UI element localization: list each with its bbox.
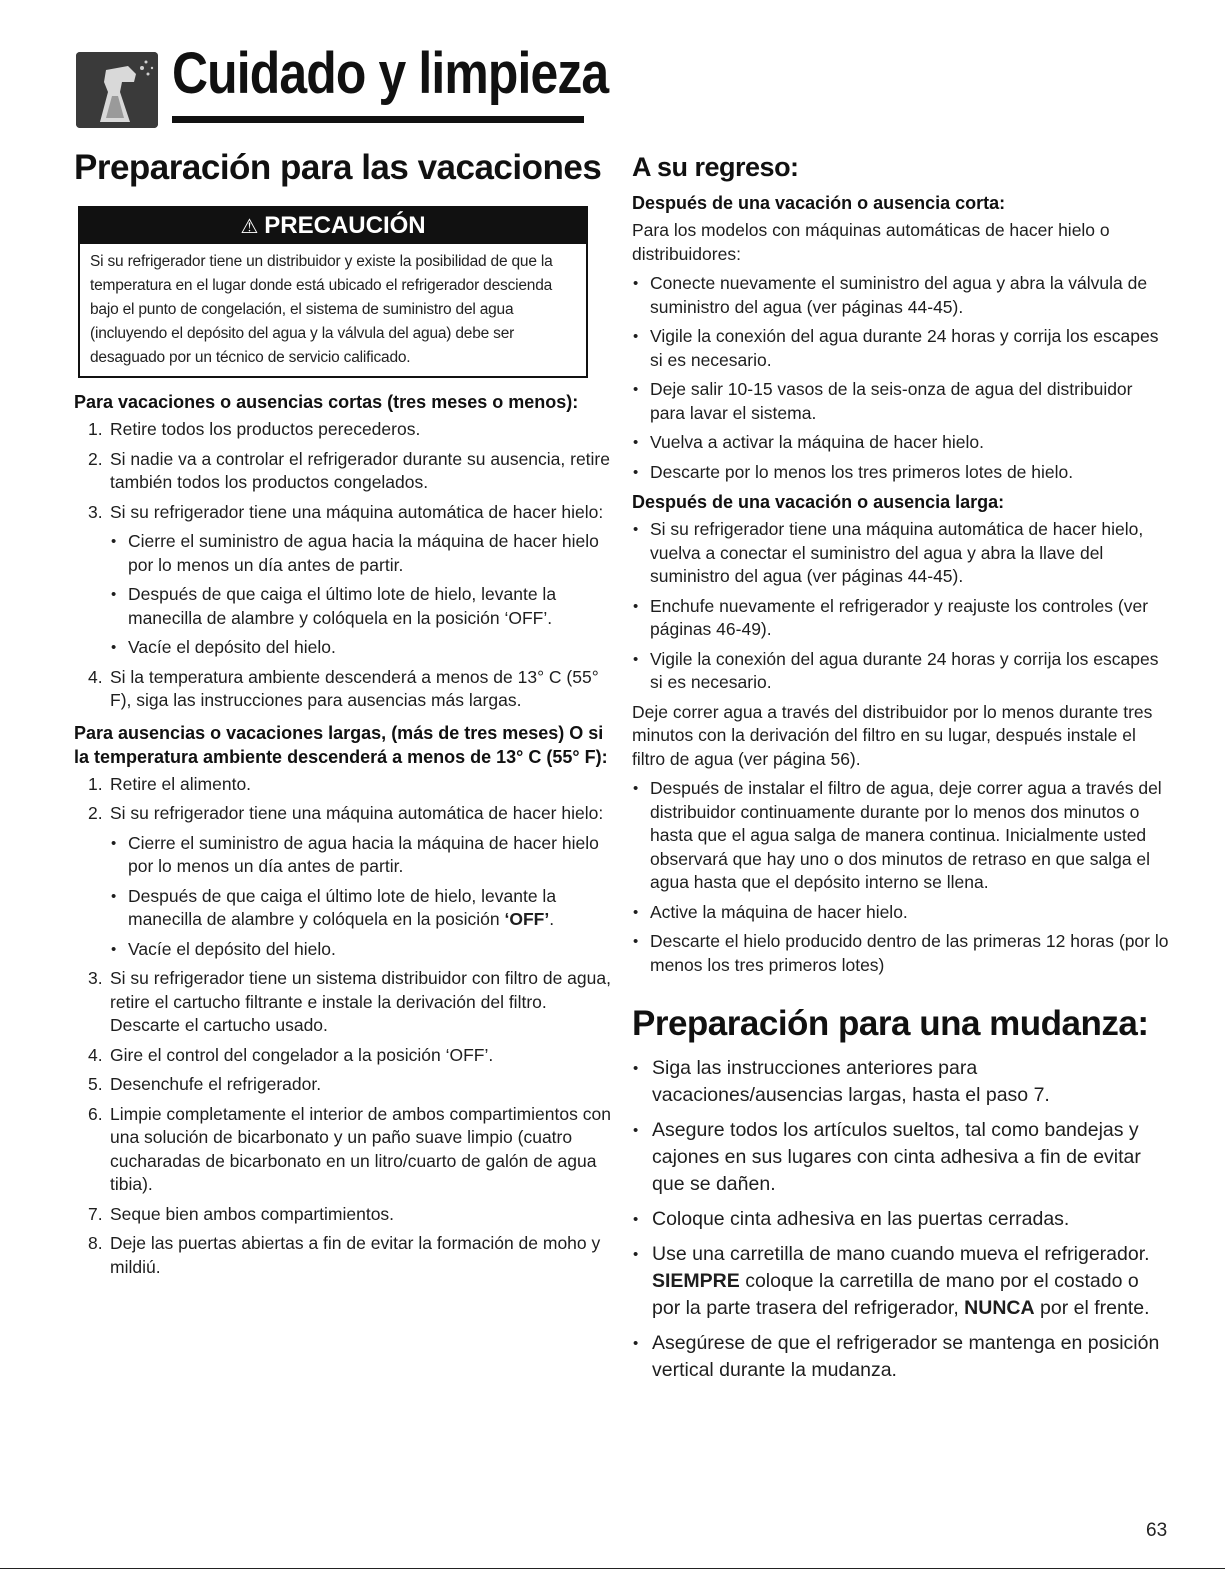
step-number: 7.	[88, 1203, 103, 1224]
list-item	[110, 885, 614, 932]
list-item: • Cierre el suministro de agua hacia la máquina de hacer hielo por lo menos un día antes de partir.	[110, 530, 614, 577]
step-number: 6.	[88, 1103, 103, 1124]
step-text: Si su refrigerador tiene una máquina automática de hacer hielo:	[110, 803, 604, 823]
step-number: 5.	[88, 1074, 103, 1094]
step-text: Desenchufe el refrigerador.	[110, 1074, 322, 1094]
list-item-text: por el frente.	[1034, 1297, 1150, 1319]
list-item	[74, 1103, 614, 1197]
right-column	[632, 148, 1172, 1392]
list-item	[74, 1232, 614, 1279]
list-item-text: coloque la carretilla de mano por el costado o por la parte trasera del refrigerador,	[652, 1270, 1139, 1319]
list-item	[74, 1203, 614, 1227]
bottom-divider	[0, 1568, 1225, 1569]
step-text: Si su refrigerador tiene una máquina automática de hacer hielo:	[110, 501, 604, 522]
list-item: • Después de instalar el filtro de agua, deje correr agua a través del distribuidor continuamente durante por lo menos dos minutos o hasta que el agua salga de manera continua. Inicialmente usted observará que hay uno o dos minutos de retraso en que salga el agua hasta que el depósito interno se llena.	[632, 777, 1172, 895]
list-item: • Vacíe el depósito del hielo.	[110, 636, 614, 660]
vacation-heading: Preparación para las vacaciones	[74, 148, 602, 187]
step-text: Deje las puertas abiertas a fin de evitar la formación de moho y mildiú.	[110, 1233, 601, 1277]
step-text: Si su refrigerador tiene un sistema distribuidor con filtro de agua, retire el cartucho filtrante e instale la derivación del filtro. Descarte el cartucho usado.	[110, 968, 611, 1035]
list-item: • Después de que caiga el último lote de hielo, levante la manecilla de alambre y colóquela en la posición ‘OFF’.	[110, 583, 614, 630]
list-item	[632, 1241, 1172, 1322]
left-column	[74, 148, 614, 1285]
page-number: 63	[1146, 1520, 1168, 1541]
caution-header	[80, 208, 586, 244]
list-item: • Coloque cinta adhesiva en las puertas cerradas.	[632, 1206, 1172, 1233]
step-number: 4.	[88, 666, 103, 687]
step-number: 2.	[88, 803, 103, 823]
caution-text: Si su refrigerador tiene un distribuidor y existe la posibilidad de que la temperatura en el lugar donde está ubicado el refrigerador descienda bajo el punto de congelación, el sistema de suministro del agua (incluyendo el depósito del agua y la válvula del agua) debe ser desaguado por un técnico de servicio calificado.	[90, 253, 553, 366]
list-item: • Siga las instrucciones anteriores para vacaciones/ausencias largas, hasta el paso 7.	[632, 1055, 1172, 1109]
long-return-list	[632, 518, 1172, 695]
step-text: Si nadie va a controlar el refrigerador durante su ausencia, retire también todos los productos congelados.	[110, 448, 610, 492]
long-absence-steps	[74, 773, 614, 1280]
list-item: • Vuelva a activar la máquina de hacer hielo.	[632, 431, 1172, 455]
return-heading: A su regreso:	[632, 152, 799, 182]
step-text: Seque bien ambos compartimientos.	[110, 1203, 395, 1224]
list-item	[74, 501, 614, 660]
warning-triangle-icon: ⚠	[240, 216, 259, 238]
list-item: • Si su refrigerador tiene una máquina automática de hacer hielo, vuelva a conectar el suministro del agua y abra la llave del suministro del agua (ver páginas 44-45).	[632, 518, 1172, 589]
step-text: Si la temperatura ambiente descenderá a menos de 13° C (55° F), siga las instrucciones para ausencias más largas.	[110, 666, 599, 710]
list-item-text: .	[549, 909, 555, 929]
moving-list	[632, 1055, 1172, 1384]
short-return-intro: Para los modelos con máquinas automáticas de hacer hielo o distribuidores:	[632, 220, 1110, 264]
list-item	[74, 967, 614, 1038]
icemaker-sub-steps	[110, 530, 614, 660]
step-number: 2.	[88, 448, 103, 469]
list-item: • Conecte nuevamente el suministro del agua y abra la válvula de suministro del agua (ver páginas 44-45).	[632, 272, 1172, 319]
step-text: Retire todos los productos perecederos.	[110, 419, 421, 439]
short-return-heading: Después de una vacación o ausencia corta:	[632, 193, 1006, 213]
caution-box	[78, 206, 588, 378]
long-return-heading: Después de una vacación o ausencia larga:	[632, 492, 1005, 512]
short-return-list	[632, 272, 1172, 484]
short-absence-heading: Para vacaciones o ausencias cortas (tres meses o menos):	[74, 392, 579, 412]
list-item	[74, 802, 614, 961]
long-absence-heading: Para ausencias o vacaciones largas, (más de tres meses) O si la temperatura ambiente descenderá a menos de 13° C (55° F):	[74, 722, 608, 767]
list-item	[74, 773, 614, 797]
page-title: Cuidado y limpieza	[172, 41, 609, 106]
list-item: • Enchufe nuevamente el refrigerador y reajuste los controles (ver páginas 46-49).	[632, 595, 1172, 642]
list-item: • Active la máquina de hacer hielo.	[632, 901, 1172, 925]
step-number: 3.	[88, 968, 103, 988]
list-item: • Descarte por lo menos los tres primeros lotes de hielo.	[632, 461, 1172, 485]
list-item-text: Use una carretilla de mano cuando mueva el refrigerador.	[652, 1243, 1150, 1265]
list-item	[74, 418, 614, 442]
step-number: 3.	[88, 501, 103, 522]
list-item: • Vacíe el depósito del hielo.	[110, 938, 614, 962]
list-item	[74, 448, 614, 495]
off-label: ‘OFF’	[504, 909, 550, 929]
filter-paragraph: Deje correr agua a través del distribuidor por lo menos durante tres minutos con la derivación del filtro en su lugar, después instale el filtro de agua (ver página 56).	[632, 701, 1153, 769]
step-number: 1.	[88, 773, 103, 794]
list-item: • Vigile la conexión del agua durante 24 horas y corrija los escapes si es necesario.	[632, 325, 1172, 372]
list-item-text: Después de que caiga el último lote de hielo, levante la manecilla de alambre y colóquela en la posición	[128, 885, 557, 929]
list-item: • Asegúrese de que el refrigerador se mantenga en posición vertical durante la mudanza.	[632, 1330, 1172, 1384]
list-item: • Cierre el suministro de agua hacia la máquina de hacer hielo por lo menos un día antes de partir.	[110, 832, 614, 879]
emphasis-never: NUNCA	[964, 1297, 1035, 1319]
title-underline	[172, 116, 584, 123]
icemaker-sub-steps	[110, 832, 614, 962]
step-number: 4.	[88, 1044, 103, 1065]
moving-heading: Preparación para una mudanza:	[632, 1004, 1149, 1043]
spray-bottle-icon	[76, 52, 158, 128]
step-text: Retire el alimento.	[110, 773, 252, 794]
step-number: 8.	[88, 1233, 103, 1253]
short-absence-steps	[74, 418, 614, 713]
list-item	[74, 1073, 614, 1097]
step-text: Limpie completamente el interior de ambos compartimientos con una solución de bicarbonato y un paño suave limpio (cuatro cucharadas de bicarbonato en un litro/cuarto de galón de agua tibia).	[110, 1103, 611, 1194]
caution-title: PRECAUCIÓN	[264, 212, 426, 239]
emphasis-always: SIEMPRE	[652, 1270, 740, 1292]
list-item	[74, 1044, 614, 1068]
step-number: 1.	[88, 419, 103, 439]
list-item	[74, 666, 614, 713]
filter-list	[632, 777, 1172, 977]
list-item: • Deje salir 10-15 vasos de la seis-onza de agua del distribuidor para lavar el sistema.	[632, 378, 1172, 425]
list-item: • Descarte el hielo producido dentro de las primeras 12 horas (por lo menos los tres primeros lotes)	[632, 930, 1172, 977]
list-item: • Vigile la conexión del agua durante 24 horas y corrija los escapes si es necesario.	[632, 648, 1172, 695]
list-item: • Asegure todos los artículos sueltos, tal como bandejas y cajones en sus lugares con cinta adhesiva a fin de evitar que se dañen.	[632, 1117, 1172, 1198]
step-text: Gire el control del congelador a la posición ‘OFF’.	[110, 1044, 494, 1065]
